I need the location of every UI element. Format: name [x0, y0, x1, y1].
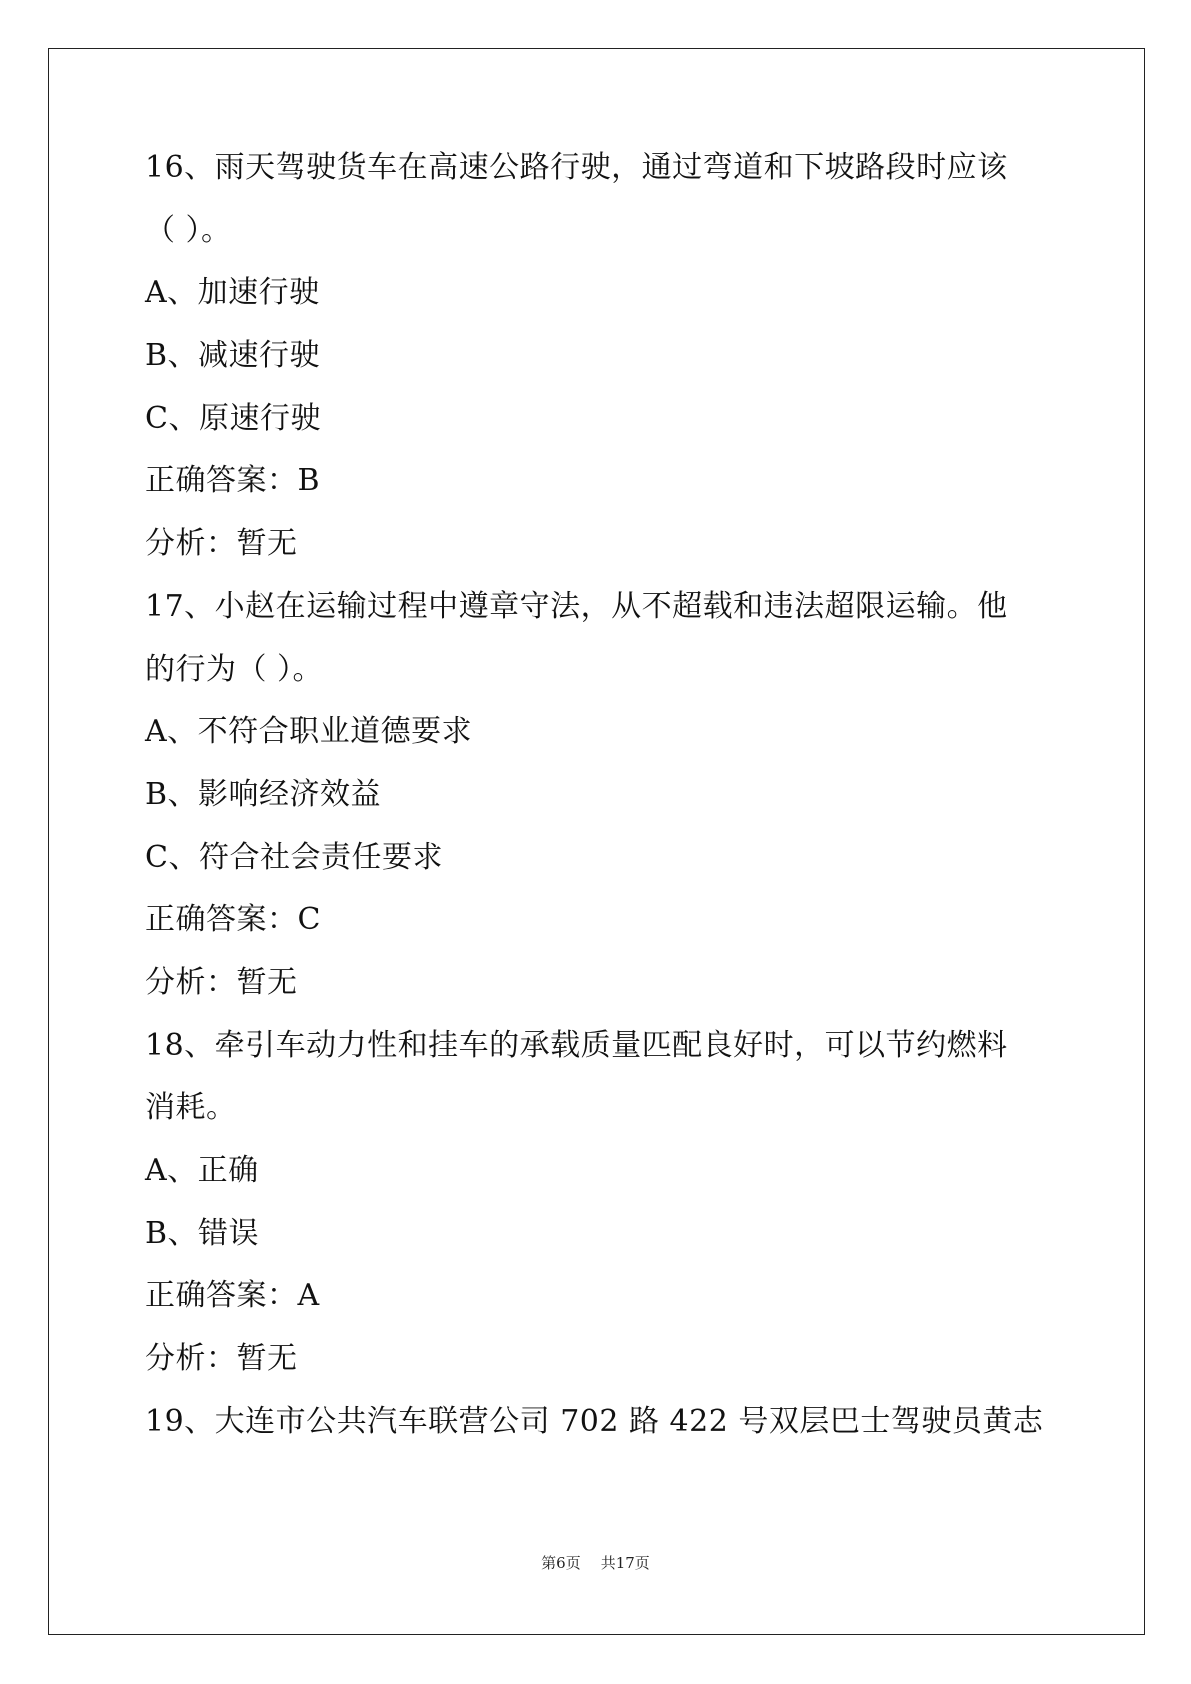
question-18-stem-line-1: 18、牵引车动力性和挂车的承载质量匹配良好时，可以节约燃料: [145, 1027, 1008, 1063]
document-body: [145, 137, 1055, 1453]
question-17-answer: 正确答案：C: [145, 902, 321, 938]
question-18-option-b: B、错误: [145, 1215, 260, 1251]
question-17-option-b: B、影响经济效益: [145, 776, 382, 812]
question-17-option-a: A、不符合职业道德要求: [145, 714, 473, 750]
question-17-option-c: C、符合社会责任要求: [145, 839, 443, 875]
question-16-option-a: A、加速行驶: [145, 275, 320, 311]
page-footer: [0, 1552, 1191, 1573]
question-16-answer: 正确答案：B: [145, 463, 321, 499]
question-18-option-a: A、正确: [145, 1153, 259, 1188]
page-number: 第6页: [541, 1554, 581, 1572]
question-18-analysis: 分析：暂无: [145, 1341, 298, 1377]
question-17-stem-line-2: 的行为（ ）。: [145, 651, 324, 687]
question-16-option-b: B、减速行驶: [145, 338, 321, 374]
question-16-option-c: C、原速行驶: [145, 400, 321, 436]
question-19-stem-line-1: 19、大连市公共汽车联营公司 702 路 422 号双层巴士驾驶员黄志: [145, 1403, 1044, 1439]
question-17-analysis: 分析：暂无: [145, 964, 298, 1000]
question-16-stem-line-1: 16、雨天驾驶货车在高速公路行驶，通过弯道和下坡路段时应该: [145, 150, 1008, 185]
question-16-analysis: 分析：暂无: [145, 526, 298, 562]
question-18-answer: 正确答案：A: [145, 1278, 320, 1314]
question-17-stem-line-1: 17、小赵在运输过程中遵章守法，从不超载和违法超限运输。他: [145, 588, 1008, 624]
question-16-stem-line-2: （ ）。: [145, 212, 232, 248]
question-18-stem-line-2: 消耗。: [145, 1090, 237, 1126]
page-total: 共17页: [600, 1554, 650, 1572]
